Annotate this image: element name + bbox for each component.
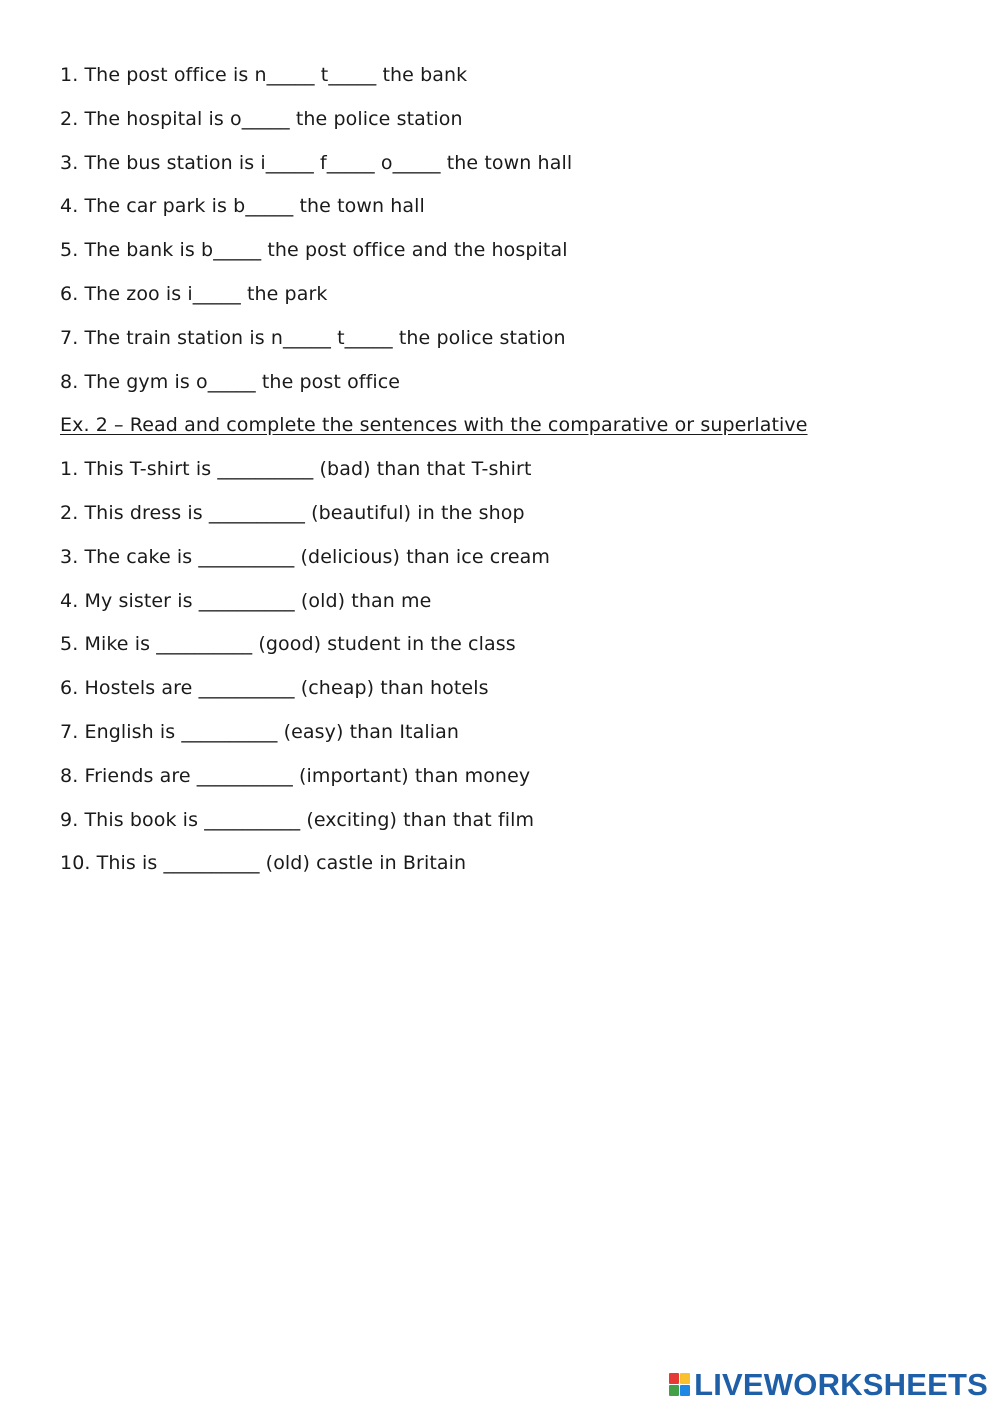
logo-square-red [669, 1373, 679, 1384]
ex1-item-7: 7. The train station is n_____ t_____ the police station [60, 326, 566, 349]
ex1-item-5: 5. The bank is b_____ the post office and the hospital [60, 239, 568, 262]
logo-square-green [669, 1385, 679, 1396]
ex2-item-3: 3. The cake is __________ (delicious) than ice cream [60, 545, 550, 568]
ex1-item-2: 2. The hospital is o_____ the police station [60, 107, 463, 130]
ex1-item-4: 4. The car park is b_____ the town hall [60, 195, 425, 218]
ex2-item-2: 2. This dress is __________ (beautiful) in the shop [60, 501, 525, 524]
ex2-item-8: 8. Friends are __________ (important) than money [60, 764, 531, 787]
ex1-item-1: 1. The post office is n_____ t_____ the bank [60, 64, 468, 86]
ex1-item-6: 6. The zoo is i_____ the park [60, 282, 328, 305]
liveworksheets-logo[interactable] [669, 1365, 988, 1405]
worksheet [60, 58, 960, 890]
ex1-item-3: 3. The bus station is i_____ f_____ o_____ the town hall [60, 151, 573, 174]
ex2-item-6: 6. Hostels are __________ (cheap) than hotels [60, 677, 489, 700]
ex1-item-8: 8. The gym is o_____ the post office [60, 370, 401, 393]
logo-square-blue [680, 1385, 690, 1396]
ex2-item-9: 9. This book is __________ (exciting) than that film [60, 808, 535, 831]
ex2-item-1: 1. This T-shirt is __________ (bad) than that T-shirt [60, 458, 532, 481]
liveworksheets-logo-icon [669, 1373, 691, 1397]
ex2-heading: Ex. 2 – Read and complete the sentences with the comparative or superlative [60, 414, 808, 437]
ex2-item-4: 4. My sister is __________ (old) than me [60, 589, 432, 612]
liveworksheets-brand-text: LIVEWORKSHEETS [694, 1367, 988, 1402]
ex2-item-7: 7. English is __________ (easy) than Italian [60, 720, 459, 743]
logo-square-yellow [680, 1373, 690, 1384]
ex2-item-5: 5. Mike is __________ (good) student in the class [60, 633, 516, 656]
ex2-item-10: 10. This is __________ (old) castle in Britain [60, 852, 467, 875]
